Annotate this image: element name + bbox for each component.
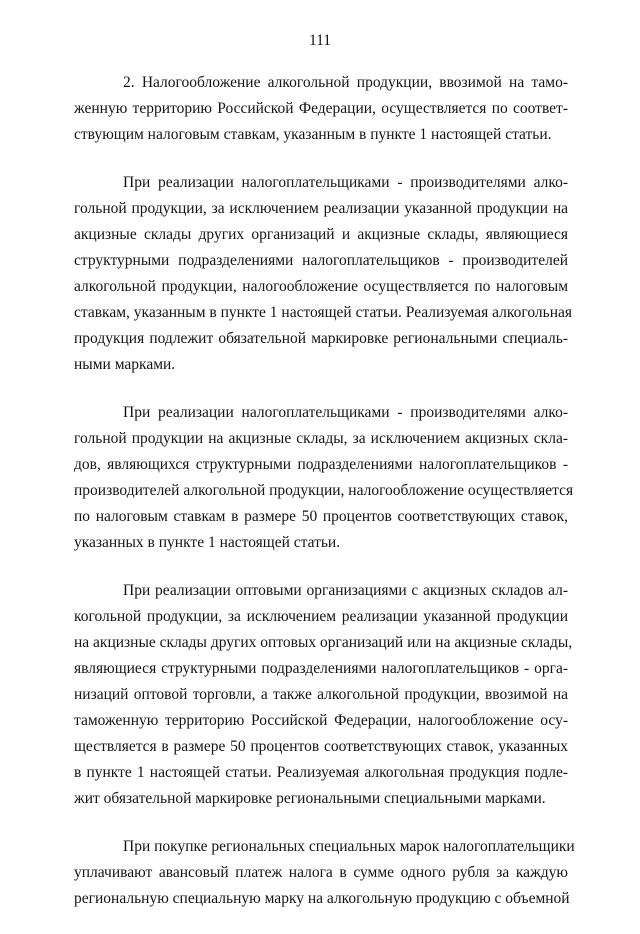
text-line: При реализации налогоплательщиками - производителями алко-: [123, 174, 568, 191]
paragraph: [74, 70, 568, 148]
text-line: 2. Налогообложение алкогольной продукции, ввозимой на тамо-: [123, 74, 568, 91]
text-line: При покупке региональных специальных марок налогоплательщики: [123, 838, 575, 855]
text-line: жит обязательной маркировке региональными специальными марками.: [74, 790, 546, 807]
text-line: производителей алкогольной продукции, налогообложение осуществляется: [74, 482, 574, 499]
text-line: алкогольной продукции, налогообложение осуществляется по налоговым: [74, 278, 568, 295]
text-line: ществляется в размере 50 процентов соответствующих ставок, указанных: [74, 738, 568, 755]
text-line: низаций оптовой торговли, а также алкогольной продукции, ввозимой на: [74, 686, 568, 703]
text-line: гольной продукции, за исключением реализации указанной продукции на: [74, 200, 568, 217]
text-line: указанных в пункте 1 настоящей статьи.: [74, 534, 341, 551]
paragraph: [74, 834, 575, 912]
text-line: структурными подразделениями налогоплательщиков - производителей: [74, 252, 568, 269]
text-line: уплачивают авансовый платеж налога в сумме одного рубля за каждую: [74, 864, 568, 881]
text-line: ными марками.: [74, 356, 176, 373]
paragraph: [74, 400, 574, 556]
text-line: ставкам, указанным в пункте 1 настоящей статьи. Реализуемая алкогольная: [74, 304, 573, 321]
text-line: женную территорию Российской Федерации, осуществляется по соответ-: [74, 100, 568, 117]
text-line: При реализации налогоплательщиками - производителями алко-: [123, 404, 568, 421]
text-line: по налоговым ставкам в размере 50 процентов соответствующих ставок,: [74, 508, 568, 525]
text-line: региональную специальную марку на алкогольную продукцию с объемной: [74, 890, 570, 907]
text-line: когольной продукции, за исключением реализации указанной продукции: [74, 608, 568, 625]
text-line: гольной продукции на акцизные склады, за исключением акцизных скла-: [74, 430, 568, 447]
text-line: акцизные склады других организаций и акцизные склады, являющиеся: [74, 226, 568, 243]
paragraph: [74, 578, 573, 812]
text-line: продукция подлежит обязательной маркировке региональными специаль-: [74, 330, 568, 347]
text-line: в пункте 1 настоящей статьи. Реализуемая алкогольная продукция подле-: [74, 764, 568, 781]
text-line: При реализации оптовыми организациями с акцизных складов ал-: [123, 582, 568, 599]
paragraph: [74, 170, 573, 378]
text-line: дов, являющихся структурными подразделениями налогоплательщиков -: [74, 456, 568, 473]
text-line: на акцизные склады других оптовых организаций или на акцизные склады,: [74, 634, 573, 651]
text-line: являющиеся структурными подразделениями налогоплательщиков - орга-: [74, 660, 568, 677]
body-text: [74, 70, 575, 934]
text-line: ствующим налоговым ставкам, указанным в пункте 1 настоящей статьи.: [74, 126, 552, 143]
text-line: таможенную территорию Российской Федерации, налогообложение осу-: [74, 712, 568, 729]
page-number: 111: [308, 32, 332, 49]
